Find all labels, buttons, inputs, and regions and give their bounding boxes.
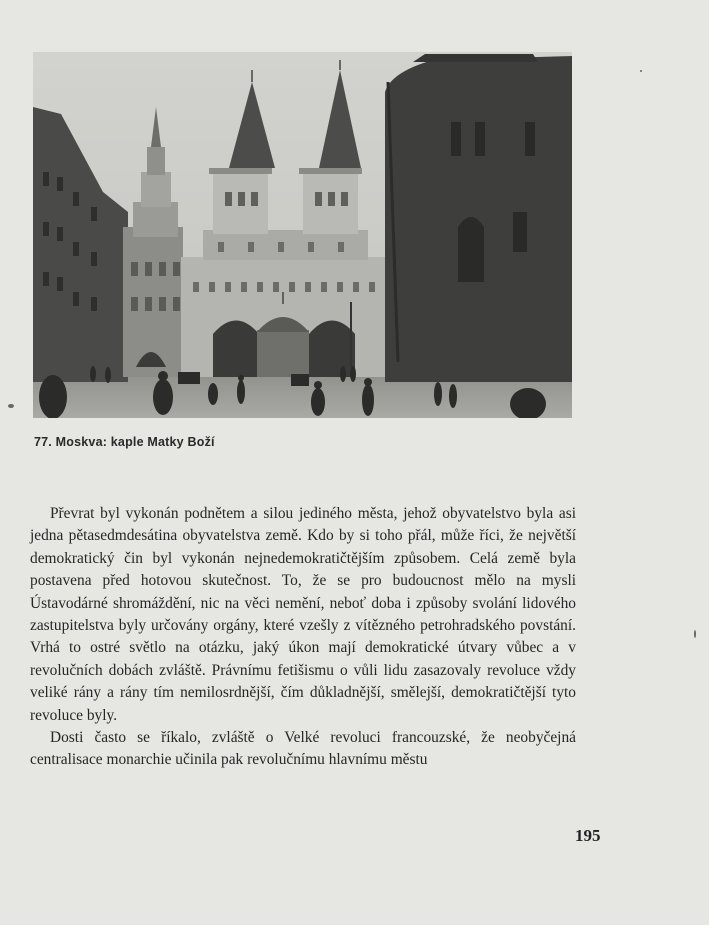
page-number: 195	[575, 826, 601, 845]
gate-photo-drawing	[33, 52, 572, 418]
figure-number: 77.	[34, 435, 52, 449]
figure-photo	[33, 52, 572, 418]
figure-caption	[34, 435, 215, 449]
figure-caption-text: Moskva: kaple Matky Boží	[55, 435, 215, 449]
margin-speck	[8, 404, 14, 408]
margin-speck	[694, 630, 696, 638]
paragraph: Dosti často se říkalo, zvláště o Velké revoluci francouzské, že neobyčejná centralisace monarchie učinila pak revolučnímu hlavnímu městu	[30, 729, 576, 769]
paragraph: Převrat byl vykonán podnětem a silou jediného města, jehož obyvatelstvo byla asi jedna pětasedmdesátina obyvatelstva země. Kdo by si toho přál, může říci, že největší demokratický čin byl vykonán nejnedemokratičtějším způsobem. Celá země byla postavena před hotovou skutečnost. To, že se pro budoucnost mělo na mysli Ústavodárné shromáždění, nic na věci nemění, neboť doba i způsoby svolání lidového zastupitelstva byly určovány orgány, které vzešly z vítězného petrohradského povstání. Vrhá to ostré světlo na otázku, jaký úkon mají demokratické útvary vůbec a v revolučních dobách zvláště. Právnímu fetišismu o vůli lidu zasazovaly revoluce vždy veliké rány a rány tím nemilosrdnější, čím důkladnější, smělejší, demokratičtější tyto revoluce byly.	[30, 505, 576, 724]
margin-speck	[640, 70, 642, 72]
body-text	[30, 503, 576, 772]
